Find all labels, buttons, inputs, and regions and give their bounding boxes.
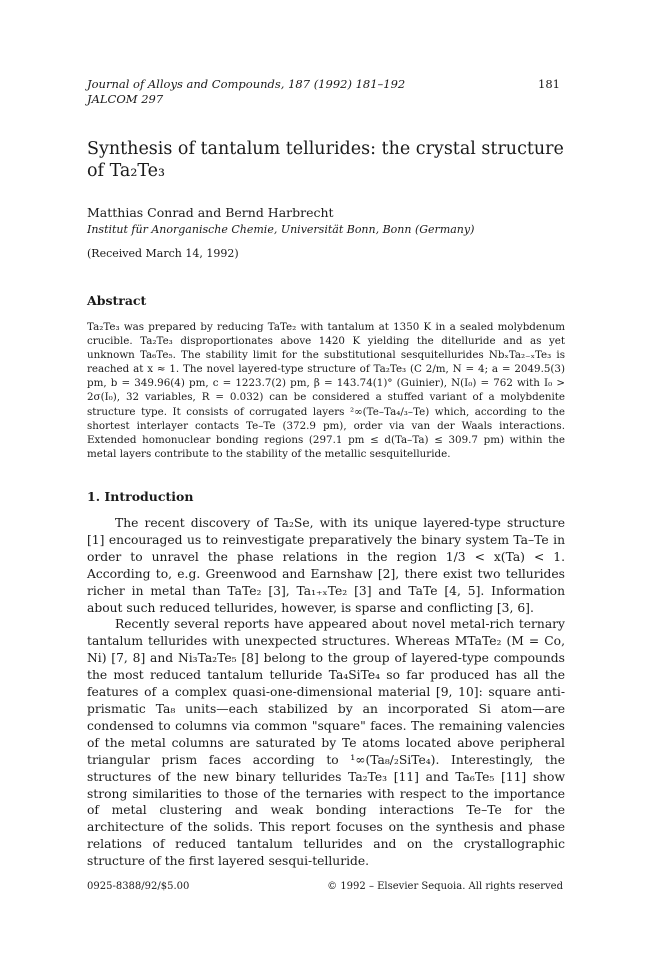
intro-paragraph-1: The recent discovery of Ta₂Se, with its unique layered-type structure [1] encouraged us to reinvestigate preparatively the binary system Ta–Te in order to unravel the phase relations in the region 1/3 < x(Ta) < 1. According to, e.g. Greenwood and Earnshaw [2], there exist two tellurides richer in metal than TaTe₂ [3], Ta₁₊ₓTe₂ [3] and TaTe [4, 5]. Information about such reduced tellurides, however, is sparse and conflicting [3, 6]. — [87, 516, 565, 615]
introduction-heading: 1. Introduction — [87, 489, 194, 504]
copyright: © 1992 – Elsevier Sequoia. All rights reserved — [327, 881, 563, 892]
issn-price: 0925-8388/92/$5.00 — [87, 881, 190, 892]
paper-title: Synthesis of tantalum tellurides: the crystal structure of Ta₂Te₃ — [87, 139, 564, 181]
abstract-text: Ta₂Te₃ was prepared by reducing TaTe₂ with tantalum at 1350 K in a sealed molybdenum crucible. Ta₂Te₃ disproportionates above 1420 K yielding the ditelluride and as yet unknown Ta₆Te₅. The stability limit for the substitutional sesquitellurides NbₓTa₂₋ₓTe₃ is reached at x ≈ 1. The novel layered-type structure of Ta₂Te₃ (C 2/m, N = 4; a = 2049.5(3) pm, b = 349.96(4) pm, c = 1223.7(2) pm, β = 143.74(1)° (Guinier), N(I₀) = 762 with I₀ > 2σ(I₀), 32 variables, R = 0.032) can be considered a stuffed variant of a molybdenite structure type. It consists of corrugated layers ²∞(Te–Ta₄/₃–Te) which, according to the shortest interlayer contacts Te–Te (372.9 pm), order via van der Waals interactions. Extended homonuclear bonding regions (297.1 pm ≤ d(Ta–Ta) ≤ 309.7 pm) within the metal layers contribute to the stability of the metallic sesquitelluride. — [87, 321, 565, 460]
journal-citation — [87, 77, 405, 107]
journal-code: JALCOM 297 — [87, 92, 164, 106]
abstract-heading: Abstract — [87, 293, 147, 308]
introduction-body — [87, 515, 565, 870]
page-number: 181 — [538, 77, 560, 91]
authors: Matthias Conrad and Bernd Harbrecht — [87, 205, 334, 220]
journal-line: Journal of Alloys and Compounds, 187 (1992) 181–192 — [87, 77, 406, 91]
intro-paragraph-2: Recently several reports have appeared about novel metal-rich ternary tantalum tellurides with unexpected structures. Whereas MTaTe₂ (M = Co, Ni) [7, 8] and Ni₃Ta₂Te₅ [8] belong to the group of layered-type compounds the most reduced tantalum telluride Ta₄SiTe₄ so far produced has all the features of a complex quasi-one-dimensional material [9, 10]: square anti-prismatic Ta₈ units—each stabilized by an incorporated Si atom—are condensed to columns via common "square" faces. The remaining valencies of the metal columns are saturated by Te atoms located above peripheral triangular prism faces according to ¹∞(Ta₈/₂SiTe₄). Interestingly, the structures of the new binary tellurides Ta₂Te₃ [11] and Ta₆Te₅ [11] show strong similarities to those of the ternaries with respect to the importance of metal clustering and weak bonding interactions Te–Te for the architecture of the solids. This report focuses on the synthesis and phase relations of reduced tantalum tellurides and on the crystallographic structure of the first layered sesqui-telluride. — [87, 617, 565, 869]
received-date: (Received March 14, 1992) — [87, 247, 239, 260]
affiliation: Institut für Anorganische Chemie, Universität Bonn, Bonn (Germany) — [87, 223, 475, 236]
